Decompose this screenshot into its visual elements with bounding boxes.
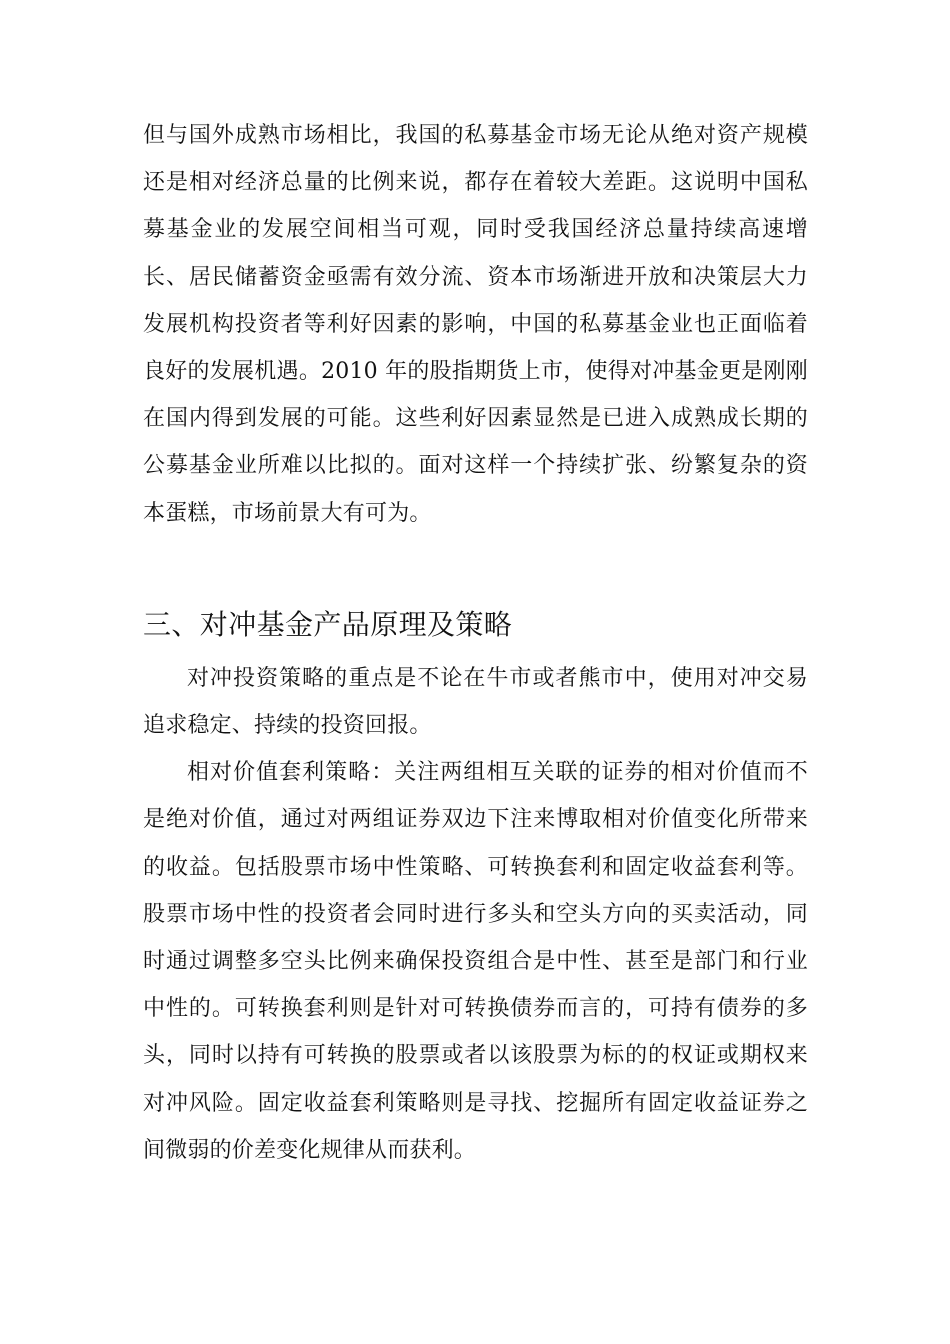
document-body	[143, 112, 808, 1174]
relative-value-strategy-paragraph: 相对价值套利策略：关注两组相互关联的证券的相对价值而不是绝对价值，通过对两组证券双边下注来博取相对价值变化所带来的收益。包括股票市场中性策略、可转换套利和固定收益套利等。股票市场中性的投资者会同时进行多头和空头方向的买卖活动，同时通过调整多空头比例来确保投资组合是中性、甚至是部门和行业中性的。可转换套利则是针对可转换债券而言的，可持有债券的多头，同时以持有可转换的股票或者以该股票为标的的权证或期权来对冲风险。固定收益套利策略则是寻找、挖掘所有固定收益证券之间微弱的价差变化规律从而获利。	[143, 760, 808, 1163]
strategy-overview-paragraph: 对冲投资策略的重点是不论在牛市或者熊市中，使用对冲交易追求稳定、持续的投资回报。	[143, 665, 808, 739]
intro-paragraph: 但与国外成熟市场相比，我国的私募基金市场无论从绝对资产规模还是相对经济总量的比例来说，都存在着较大差距。这说明中国私募基金业的发展空间相当可观，同时受我国经济总量持续高速增长、居民储蓄资金亟需有效分流、资本市场渐进开放和决策层大力发展机构投资者等利好因素的影响，中国的私募基金业也正面临着良好的发展机遇。2010 年的股指期货上市，使得对冲基金更是刚刚在国内得到发展的可能。这些利好因素显然是已进入成熟成长期的公募基金业所难以比拟的。面对这样一个持续扩张、纷繁复杂的资本蛋糕，市场前景大有可为。	[143, 123, 808, 526]
section-heading: 三、对冲基金产品原理及策略	[143, 607, 513, 641]
